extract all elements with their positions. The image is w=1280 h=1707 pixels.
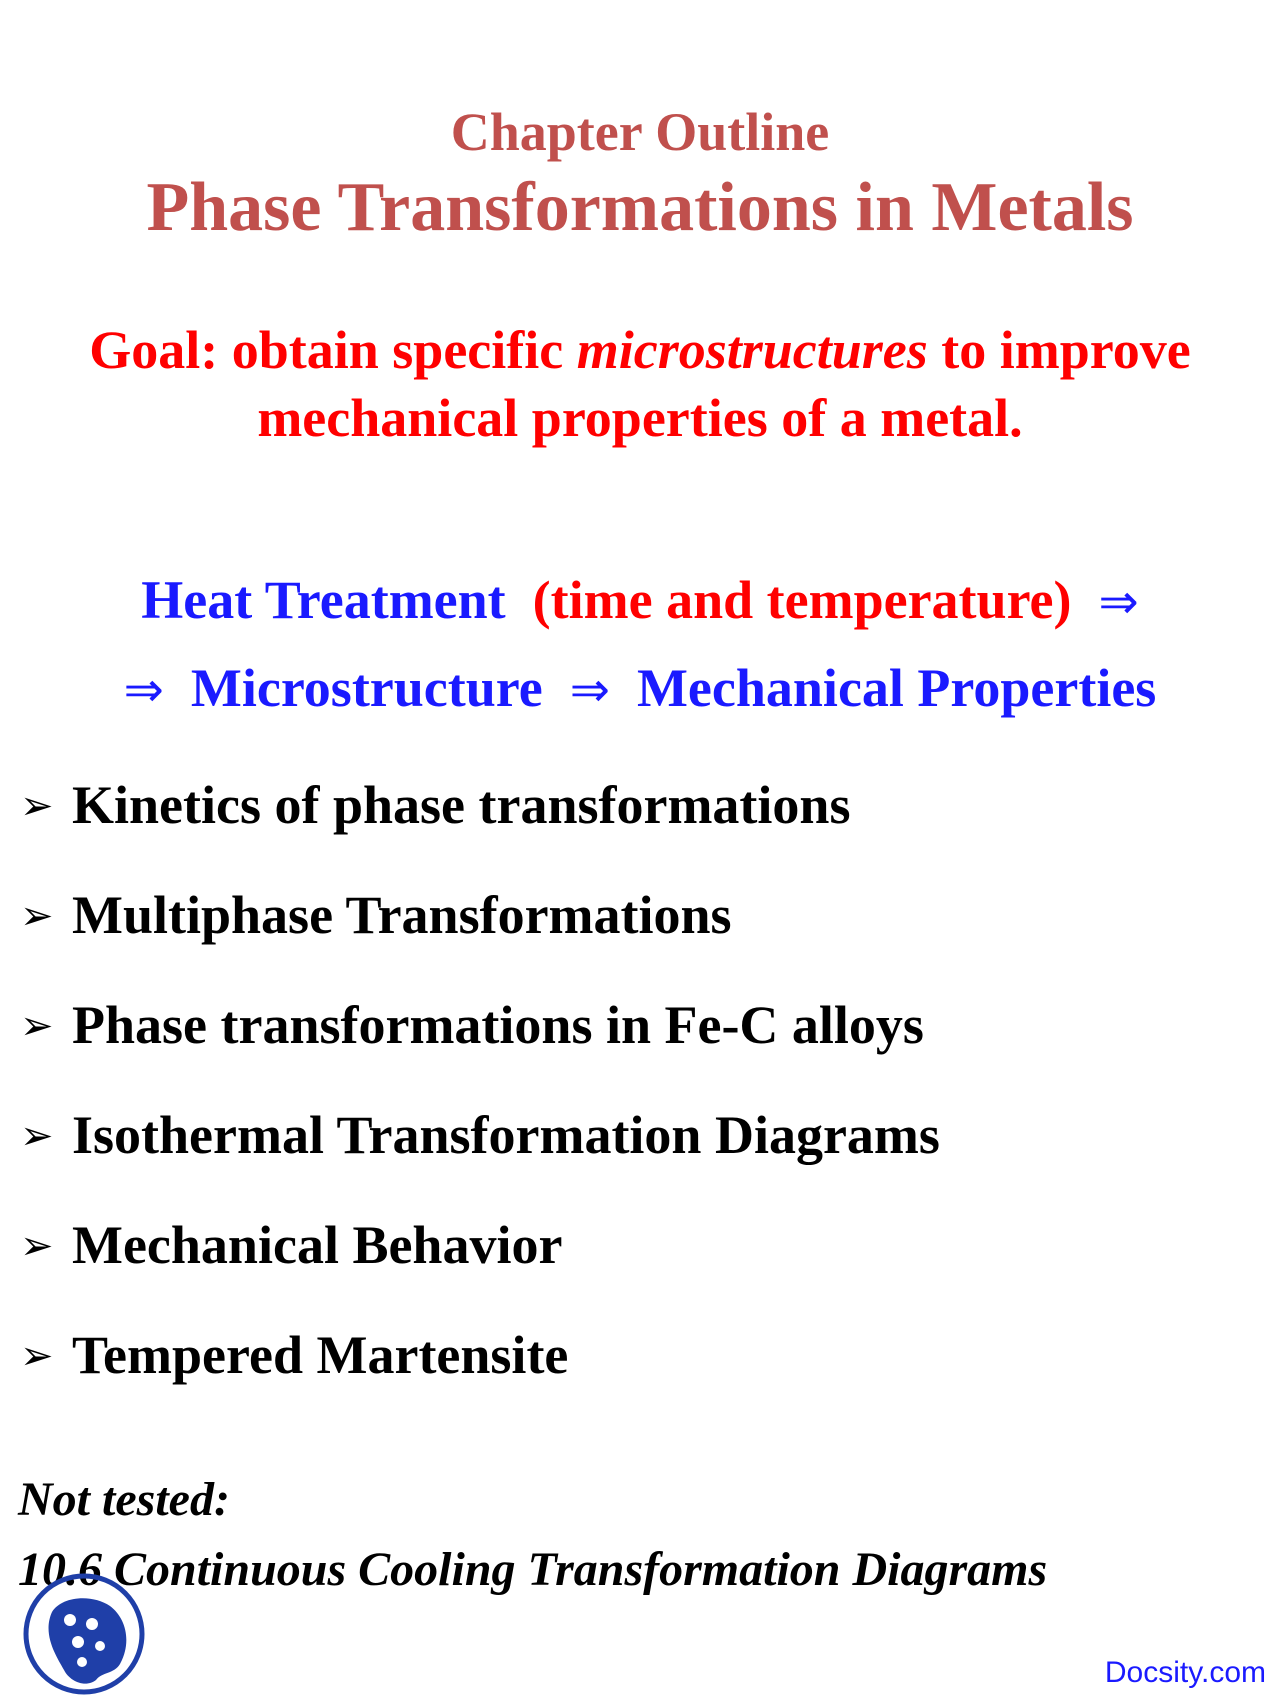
time-temperature-label: (time and temperature) — [532, 570, 1072, 630]
not-tested-label: Not tested: — [18, 1473, 230, 1526]
bullet-arrow-icon: ➢ — [20, 783, 54, 829]
bullet-arrow-icon: ➢ — [20, 893, 54, 939]
microstructure-label: Microstructure — [190, 658, 543, 718]
goal-text-after: to improve — [927, 320, 1191, 380]
list-item — [20, 1100, 940, 1210]
list-item-text: Tempered Martensite — [72, 1325, 569, 1385]
bullet-arrow-icon: ➢ — [20, 1003, 54, 1049]
implies-arrow-icon: ⇒ — [123, 662, 164, 718]
heat-treatment-label: Heat Treatment — [141, 570, 506, 630]
docsity-brand-link[interactable]: Docsity.com — [1104, 1656, 1266, 1689]
not-tested-item: 10.6 Continuous Cooling Transformation Diagrams — [18, 1543, 1048, 1596]
goal-line-2: mechanical properties of a metal. — [257, 388, 1023, 448]
list-item — [20, 1320, 940, 1430]
goal-line-1 — [0, 318, 1280, 382]
flow-line-1 — [0, 568, 1280, 634]
list-item-text: Phase transformations in Fe-C alloys — [72, 995, 924, 1055]
docsity-logo-icon[interactable] — [22, 1572, 146, 1696]
list-item — [20, 770, 940, 880]
list-item-text: Kinetics of phase transformations — [72, 775, 851, 835]
list-item-text: Isothermal Transformation Diagrams — [72, 1105, 940, 1165]
implies-arrow-icon: ⇒ — [569, 662, 610, 718]
list-item — [20, 990, 940, 1100]
list-item — [20, 1210, 940, 1320]
bullet-arrow-icon: ➢ — [20, 1113, 54, 1159]
bullet-arrow-icon: ➢ — [20, 1223, 54, 1269]
page-title: Phase Transformations in Metals — [146, 169, 1134, 246]
goal-text-before: Goal: obtain specific — [89, 320, 577, 380]
flow-line-2 — [0, 656, 1280, 722]
mechanical-properties-label: Mechanical Properties — [636, 658, 1157, 718]
list-item-text: Mechanical Behavior — [72, 1215, 563, 1275]
bullet-arrow-icon: ➢ — [20, 1333, 54, 1379]
chapter-label: Chapter Outline — [450, 102, 830, 162]
implies-arrow-icon: ⇒ — [1098, 574, 1139, 630]
list-item — [20, 880, 940, 990]
list-item-text: Multiphase Transformations — [72, 885, 732, 945]
goal-emphasis: microstructures — [576, 320, 928, 380]
outline-list — [20, 770, 940, 1430]
